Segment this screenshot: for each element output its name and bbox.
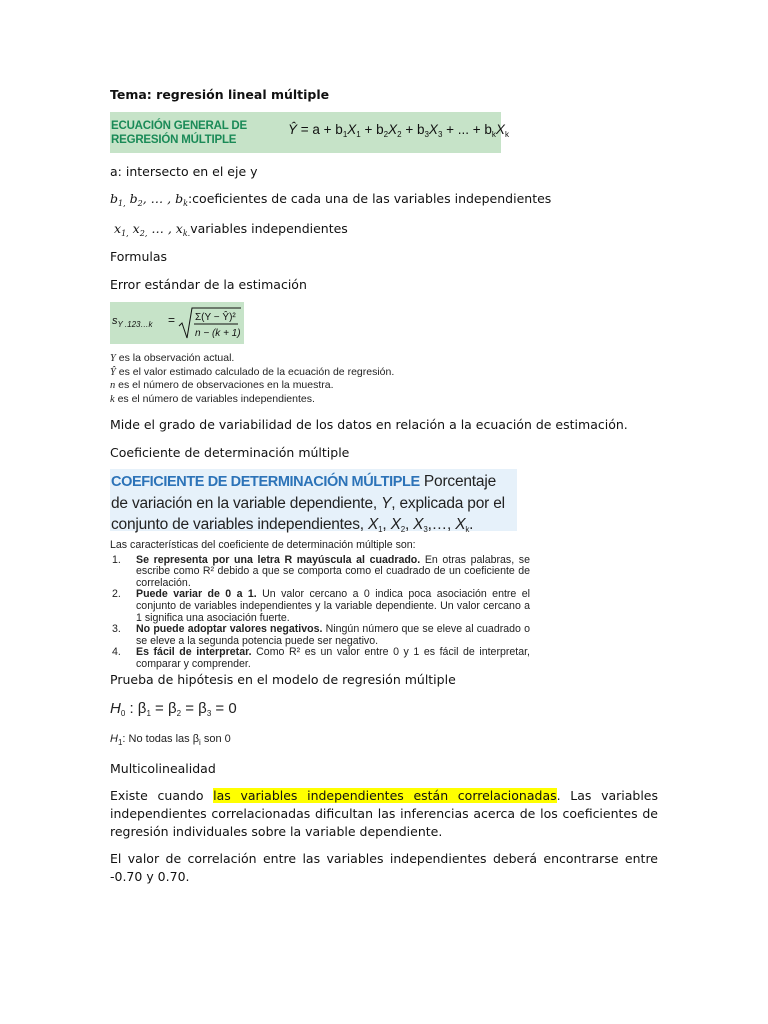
multicollinearity-paragraph: Existe cuando las variables independientes están correlacionadas. Las variables independientes correlacionadas dificultan las inferencias acerca de los coeficientes de regresión individuales sobre la variable dependiente. (110, 788, 659, 839)
equation-label: ECUACIÓN GENERAL DE REGRESIÓN MÚLTIPLE (111, 120, 247, 146)
numerator: Σ(Y − Ŷ)² (195, 312, 236, 323)
null-hypothesis: $H_0$ : $\beta_1 = \beta_2 = \beta_3 = 0$ (110, 700, 237, 718)
definition-line: n es el número de observaciones en la muestra. (110, 379, 334, 391)
symbol-definitions (110, 352, 394, 406)
list-item: 4. Es fácil de interpretar. Como R² es un valor entre 0 y 1 es fácil de interpretar, comparar y comprender. (112, 646, 531, 670)
characteristics-list (110, 540, 530, 671)
definition-line: k es el número de variables independientes. (110, 392, 315, 405)
general-equation-formula: Ŷ = $a + b_1X_1 + b_2X_2 + b_3X_3$ + ... + $b_kX_k$ (288, 122, 509, 139)
general-equation-box (110, 112, 509, 153)
definition-b: $b_{1,}$ $b_2$, … , $b_k:coeficientes$ de cada una de las variables independientes (110, 191, 552, 208)
definition-line: Ŷ es el valor estimado calculado de la ecuación de regresión. (110, 365, 395, 378)
alternative-hypothesis: $H_1$: No todas las $\beta_i$ son 0 (110, 733, 231, 747)
standard-error-description: Mide el grado de variabilidad de los datos en relación a la ecuación de estimación. (110, 417, 628, 432)
multicollinearity-heading: Multicolinealidad (110, 761, 216, 776)
page-title: Tema: regresión lineal múltiple (110, 87, 330, 102)
denominator: n − (k + 1) (195, 328, 241, 339)
box-heading: COEFICIENTE DE DETERMINACIÓN MÚLTIPLE (111, 474, 420, 490)
list-item: 3. No puede adoptar valores negativos. Ningún número que se eleve al cuadrado o se eleve a la segunda potencia puede ser negativo. (112, 623, 531, 647)
standard-error-formula-box (110, 302, 244, 344)
determination-coefficient-box: COEFICIENTE DE DETERMINACIÓN MÚLTIPLE Porcentaje de variación en la variable dependiente, Y, explicada por el conjunto de variables independientes, $X_1$, $X_2$, $X_3,\dots$, $X_k$. (110, 469, 517, 531)
highlighted-text: las variables independientes están correlacionadas (213, 788, 557, 803)
definition-a: a: intersecto en el eje y (110, 164, 258, 179)
definition-line: Y es la observación actual. (110, 352, 235, 364)
definition-x: $x_{1,}$ $x_{2,}$ … , $x_{k.}variables$ independientes (114, 221, 348, 238)
formulas-heading: Formulas (110, 249, 168, 264)
list-item: 1. Se representa por una letra R mayúscula al cuadrado. En otras palabras, se escribe como R² debido a que se comporta como el cuadrado de un coeficiente de correlación. (112, 553, 530, 589)
standard-error-heading: Error estándar de la estimación (110, 277, 307, 292)
determination-coefficient-heading: Coeficiente de determinación múltiple (110, 445, 350, 460)
list-item: 2. Puede variar de 0 a 1. Un valor cercano a 0 indica poca asociación entre el conjunto de variables independientes y la variable dependiente. Un valor cercano a 1 significa una asociación fuerte. (112, 588, 530, 624)
correlation-paragraph: El valor de correlación entre las variables independientes deberá encontrarse entre -0.70 y 0.70. (110, 851, 658, 884)
equals-sign: = (168, 313, 176, 327)
square-root-sign (178, 306, 242, 342)
characteristics-intro: Las características del coeficiente de determinación múltiple son: (110, 539, 416, 551)
standard-error-symbol: $s_{Y .123\dots k}$ (112, 315, 153, 329)
hypothesis-heading: Prueba de hipótesis en el modelo de regresión múltiple (110, 672, 456, 687)
